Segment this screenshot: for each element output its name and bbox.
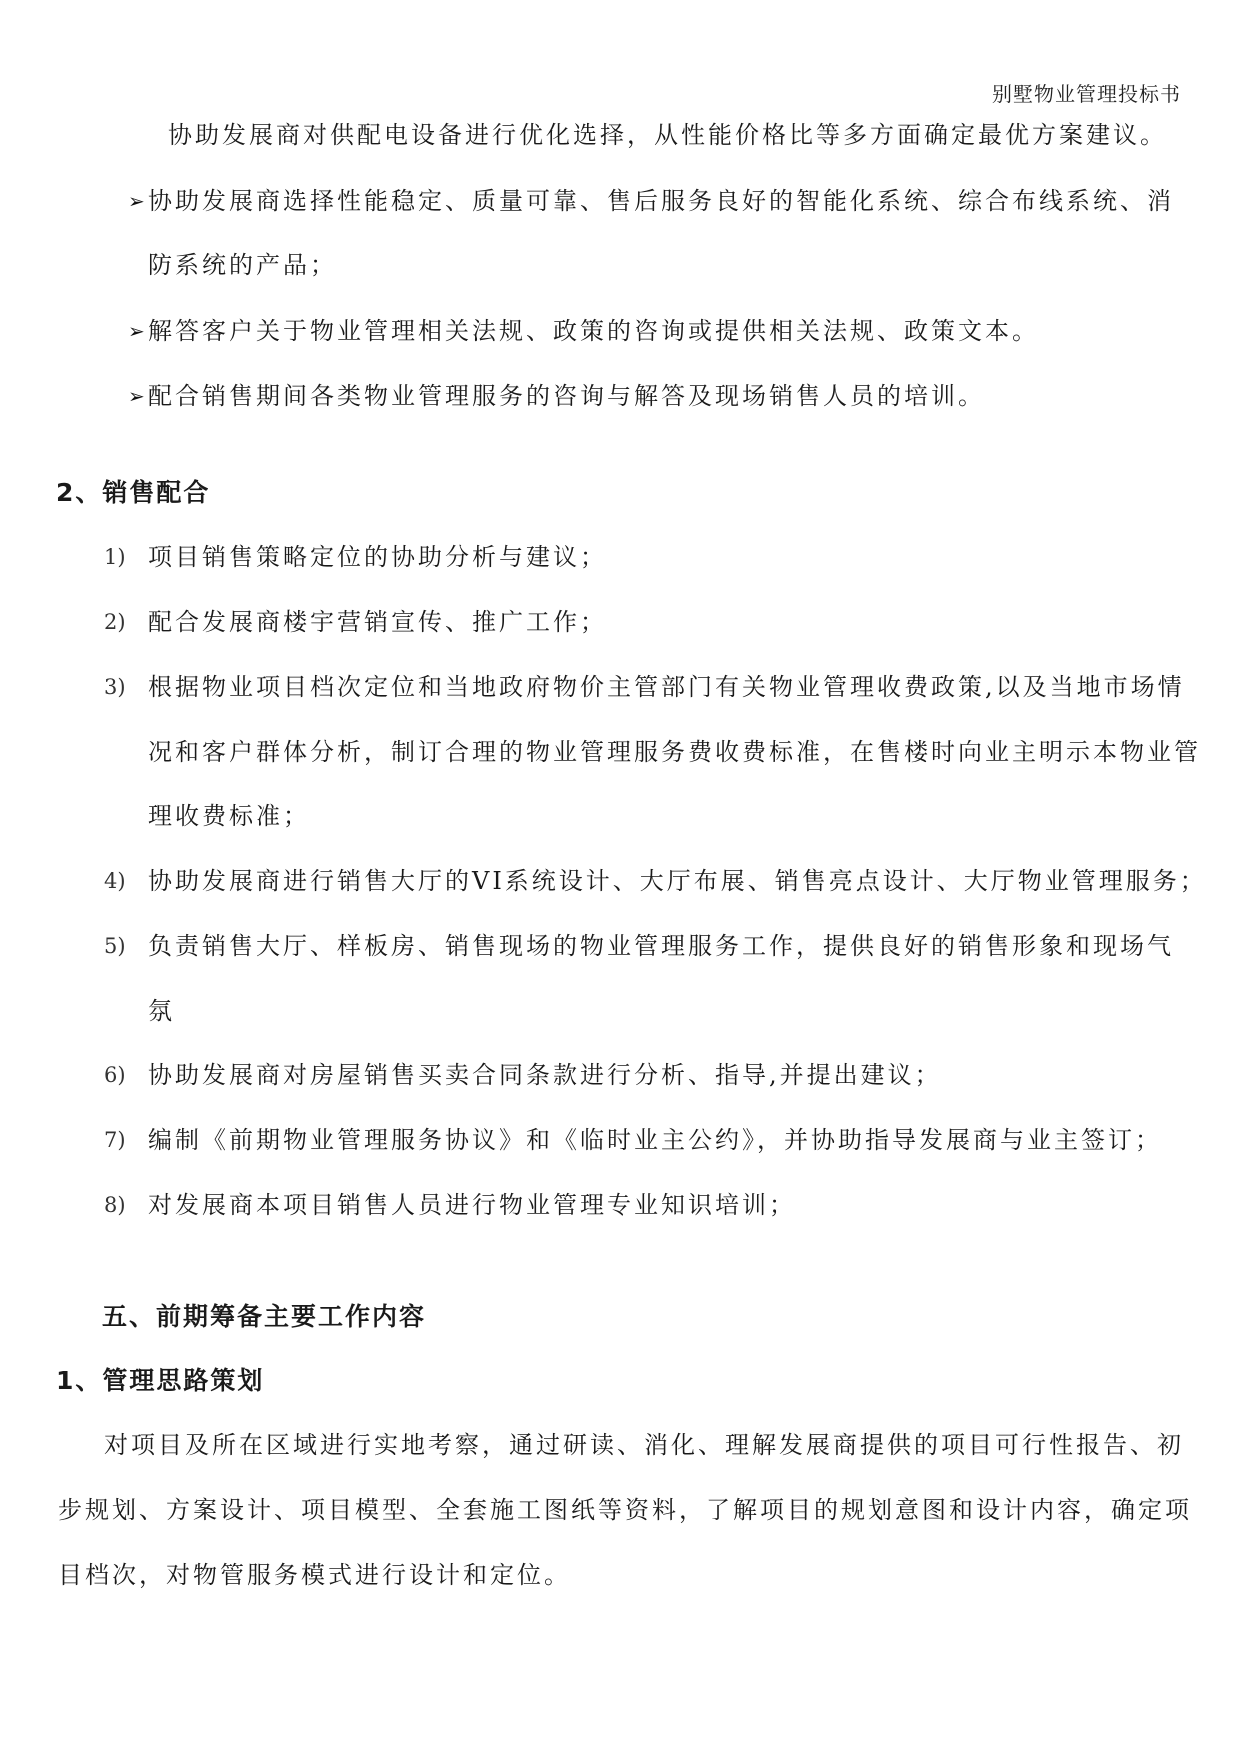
intro-paragraph: 协助发展商对供配电设备进行优化选择，从性能价格比等多方面确定最优方案建议。 [168,121,1167,149]
list-item-line: 理收费标准； [148,802,310,830]
bullet-arrow-icon: ➢ [128,384,145,408]
bullet-arrow-icon: ➢ [128,189,145,213]
list-item-line: 协助发展商对房屋销售买卖合同条款进行分析、指导,并提出建议； [148,1061,942,1089]
bullet-item-line: 协助发展商选择性能稳定、质量可靠、售后服务良好的智能化系统、综合布线系统、消 [148,187,1174,215]
list-item-line: 况和客户群体分析，制订合理的物业管理服务费收费标准，在售楼时向业主明示本物业管 [148,738,1201,766]
paragraph-line: 目档次，对物管服务模式进行设计和定位。 [58,1561,571,1589]
list-item-number: 3) [104,675,126,699]
list-item-number: 4) [104,869,126,893]
list-item-number: 8) [104,1193,126,1217]
bullet-item-line: 解答客户关于物业管理相关法规、政策的咨询或提供相关法规、政策文本。 [148,317,1039,345]
bullet-arrow-icon: ➢ [128,319,145,343]
bullet-item-line: 配合销售期间各类物业管理服务的咨询与解答及现场销售人员的培训。 [148,382,985,410]
list-item-number: 2) [104,610,126,634]
list-item-number: 6) [104,1063,126,1087]
list-item-number: 7) [104,1128,126,1152]
list-item-number: 1) [104,545,126,569]
list-item-line: 氛 [148,997,175,1025]
section-heading: 2、销售配合 [56,478,211,507]
bullet-item-line: 防系统的产品； [148,251,337,279]
list-item-line: 协助发展商进行销售大厅的VI系统设计、大厅布展、销售亮点设计、大厅物业管理服务； [148,867,1207,895]
page-header-title: 别墅物业管理投标书 [992,82,1181,106]
list-item-line: 编制《前期物业管理服务协议》和《临时业主公约》，并协助指导发展商与业主签订； [148,1126,1162,1154]
chapter-heading: 五、前期筹备主要工作内容 [102,1302,427,1331]
list-item-line: 负责销售大厅、样板房、销售现场的物业管理服务工作，提供良好的销售形象和现场气 [148,932,1174,960]
list-item-line: 对发展商本项目销售人员进行物业管理专业知识培训； [148,1191,796,1219]
paragraph-line: 对项目及所在区域进行实地考察，通过研读、消化、理解发展商提供的项目可行性报告、初 [104,1431,1184,1459]
list-item-line: 配合发展商楼宇营销宣传、推广工作； [148,608,607,636]
list-item-number: 5) [104,934,126,958]
paragraph-line: 步规划、方案设计、项目模型、全套施工图纸等资料，了解项目的规划意图和设计内容，确定项 [58,1496,1192,1524]
list-item-line: 项目销售策略定位的协助分析与建议； [148,543,607,571]
list-item-line: 根据物业项目档次定位和当地政府物价主管部门有关物业管理收费政策,以及当地市场情 [148,673,1185,701]
section-heading: 1、管理思路策划 [56,1366,265,1395]
